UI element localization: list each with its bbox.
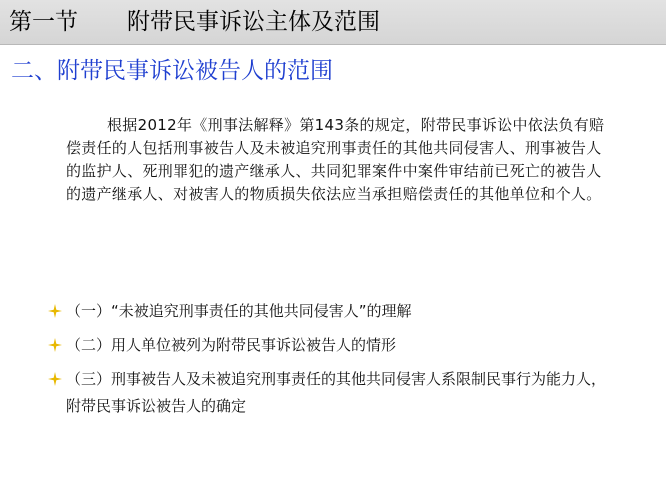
bullet-list [48,298,618,420]
sparkle-icon [48,332,62,359]
bullet-text: （三）刑事被告人及未被追究刑事责任的其他共同侵害人系限制民事行为能力人，附带民事诉讼被告人的确定 [66,370,607,415]
body-paragraph [66,114,612,206]
section-title: 附带民事诉讼主体及范围 [127,9,380,35]
paragraph-text: 根据2012年《刑事法解释》第143条的规定，附带民事诉讼中依法负有赔偿责任的人包括刑事被告人及未被追究刑事责任的其他共同侵害人、刑事被告人的监护人、死刑罪犯的遗产继承人、共同犯罪案件中案件审结前已死亡的被告人的遗产继承人、对被害人的物质损失依法应当承担赔偿责任的其他单位和个人。 [66,116,605,203]
section-number: 第一节 [9,9,78,35]
bullet-item [48,366,618,420]
bullet-item [48,298,618,325]
title-bar [0,0,666,45]
bullet-text: （一）“未被追究刑事责任的其他共同侵害人”的理解 [66,302,412,320]
bullet-item [48,332,618,359]
sparkle-icon [48,298,62,325]
page-subtitle: 二、附带民事诉讼被告人的范围 [11,58,333,84]
bullet-text: （二）用人单位被列为附带民事诉讼被告人的情形 [66,336,397,354]
sparkle-icon [48,366,62,393]
